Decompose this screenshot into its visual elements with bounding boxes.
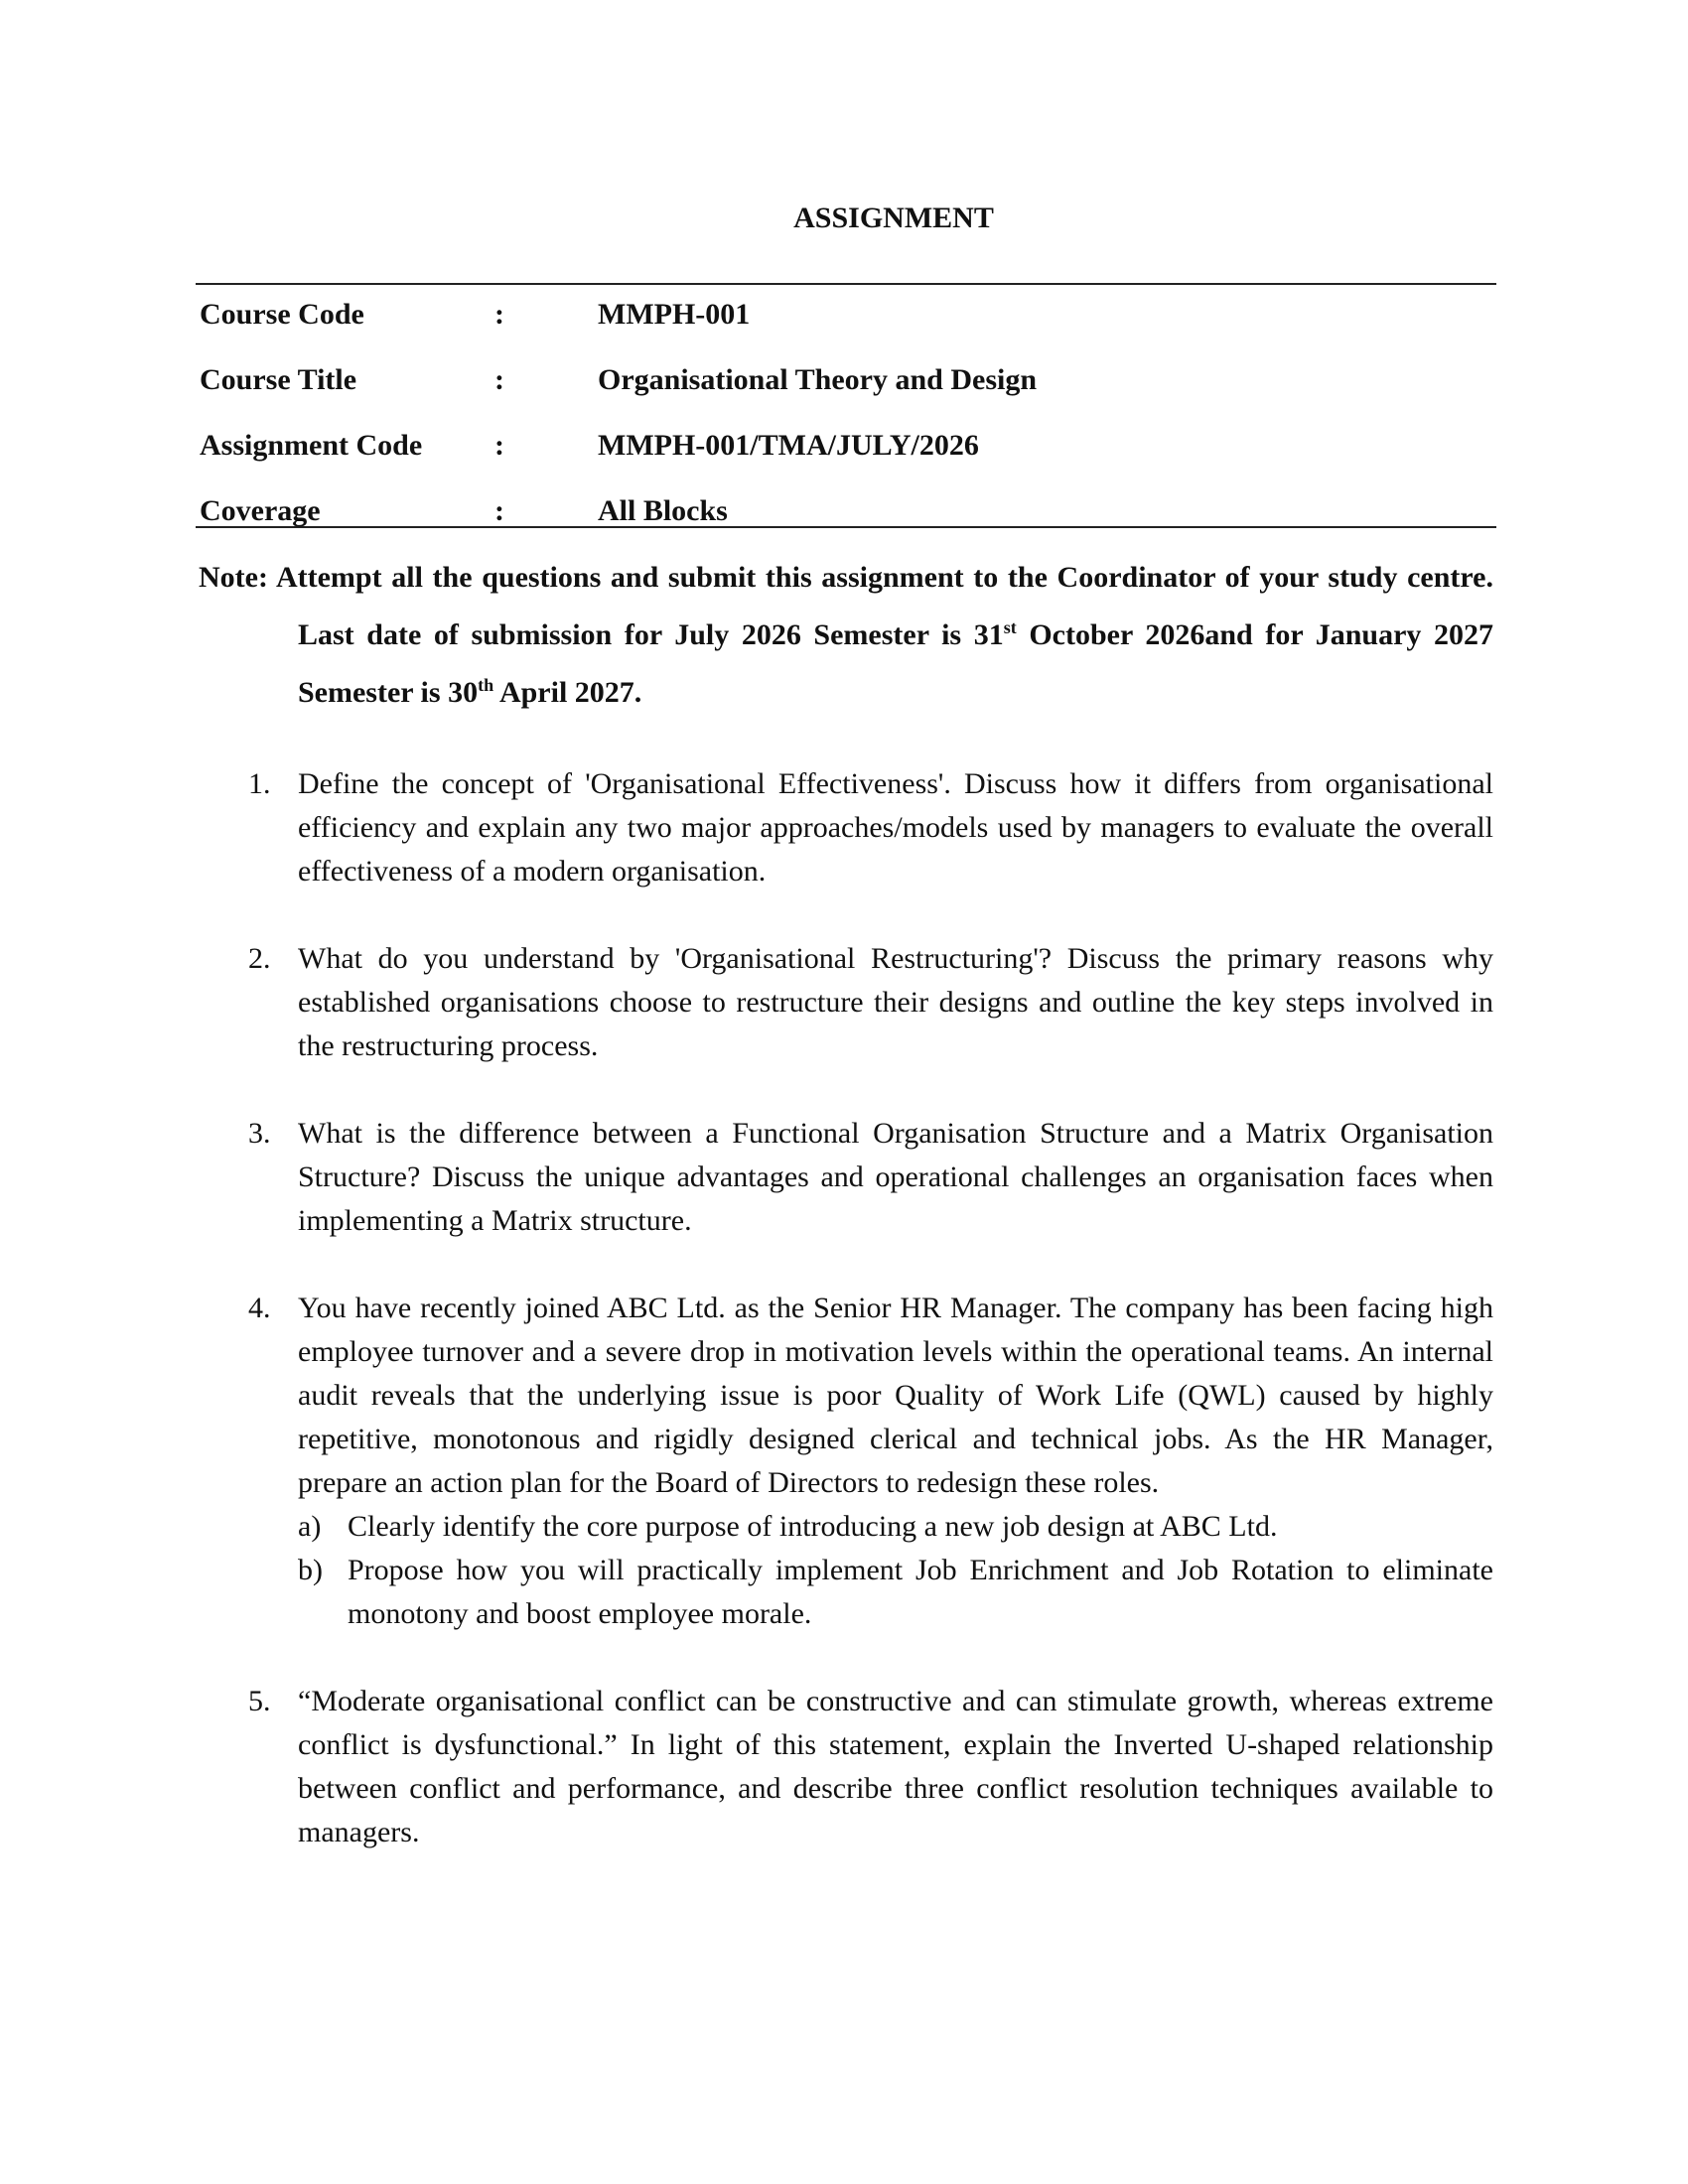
page-title: ASSIGNMENT (793, 202, 994, 234)
course-title-row (196, 355, 1496, 421)
course-title-value: Organisational Theory and Design (598, 363, 1038, 396)
question-text: What is the difference between a Functional Organisation Structure and a Matrix Organisation Structure? Discuss the unique advantages and operational challenges an organisation faces when implementing a Matrix structure. (298, 1117, 1493, 1237)
course-code-colon: : (494, 298, 504, 331)
question-text: You have recently joined ABC Ltd. as the Senior HR Manager. The company has been facing high employee turnover and a severe drop in motivation levels within the operational teams. An internal audit reveals that the underlying issue is poor Quality of Work Life (QWL) caused by highly repetitive, monotonous and rigidly designed clerical and technical jobs. As the HR Manager, prepare an action plan for the Board of Directors to redesign these roles. (298, 1292, 1493, 1499)
sub-question-text: Clearly identify the core purpose of introducing a new job design at ABC Ltd. (348, 1510, 1278, 1543)
course-code-row (196, 290, 1496, 355)
sub-question-item (298, 1505, 1493, 1549)
assignment-code-label: Assignment Code (200, 429, 423, 462)
sub-question-text: Propose how you will practically implement Job Enrichment and Job Rotation to eliminate monotony and boost employee morale. (348, 1554, 1493, 1630)
question-number: 4. (248, 1292, 271, 1324)
sub-question-marker: a) (298, 1510, 322, 1543)
sub-question-list (298, 1505, 1493, 1636)
sub-question-marker: b) (298, 1554, 323, 1586)
note-text-part-1: Note: Attempt all the questions and submit this assignment to the Coordinator of your study centre. Last date of submission for July 2026 Semester is 31 (199, 561, 1493, 651)
question-item (248, 1112, 1493, 1243)
coverage-colon: : (494, 494, 504, 527)
question-number: 3. (248, 1117, 271, 1150)
question-item (248, 937, 1493, 1068)
question-text: Define the concept of 'Organisational Effectiveness'. Discuss how it differs from organisational efficiency and explain any two major approaches/models used by managers to evaluate the overall effectiveness of a modern organisation. (298, 767, 1493, 887)
coverage-row (196, 486, 1496, 552)
question-number: 2. (248, 942, 271, 975)
note-superscript-2: th (478, 675, 494, 695)
question-item (248, 1680, 1493, 1854)
coverage-value: All Blocks (598, 494, 728, 527)
note-text-part-3: April 2027. (493, 676, 642, 709)
submission-note (199, 549, 1493, 722)
course-code-label: Course Code (200, 298, 364, 331)
question-number: 5. (248, 1685, 271, 1717)
question-text: What do you understand by 'Organisational Restructuring'? Discuss the primary reasons why established organisations choose to restructure their designs and outline the key steps involved in the restructuring process. (298, 942, 1493, 1062)
question-item (248, 1287, 1493, 1636)
question-number: 1. (248, 767, 271, 800)
course-title-colon: : (494, 363, 504, 396)
course-code-value: MMPH-001 (598, 298, 751, 331)
question-list (248, 762, 1493, 1898)
question-text: “Moderate organisational conflict can be constructive and can stimulate growth, whereas extreme conflict is dysfunctional.” In light of this statement, explain the Inverted U-shaped relationship between conflict and performance, and describe three conflict resolution techniques available to managers. (298, 1685, 1493, 1848)
assignment-code-value: MMPH-001/TMA/JULY/2026 (598, 429, 979, 462)
assignment-code-row (196, 421, 1496, 486)
course-title-label: Course Title (200, 363, 357, 396)
assignment-code-colon: : (494, 429, 504, 462)
question-item (248, 762, 1493, 893)
coverage-label: Coverage (200, 494, 321, 527)
note-superscript-1: st (1003, 617, 1017, 637)
note-text-part-2: October 2026and for January 2027 Semester is 30 (298, 618, 1494, 709)
sub-question-item (298, 1549, 1493, 1636)
course-details-table (196, 283, 1496, 528)
